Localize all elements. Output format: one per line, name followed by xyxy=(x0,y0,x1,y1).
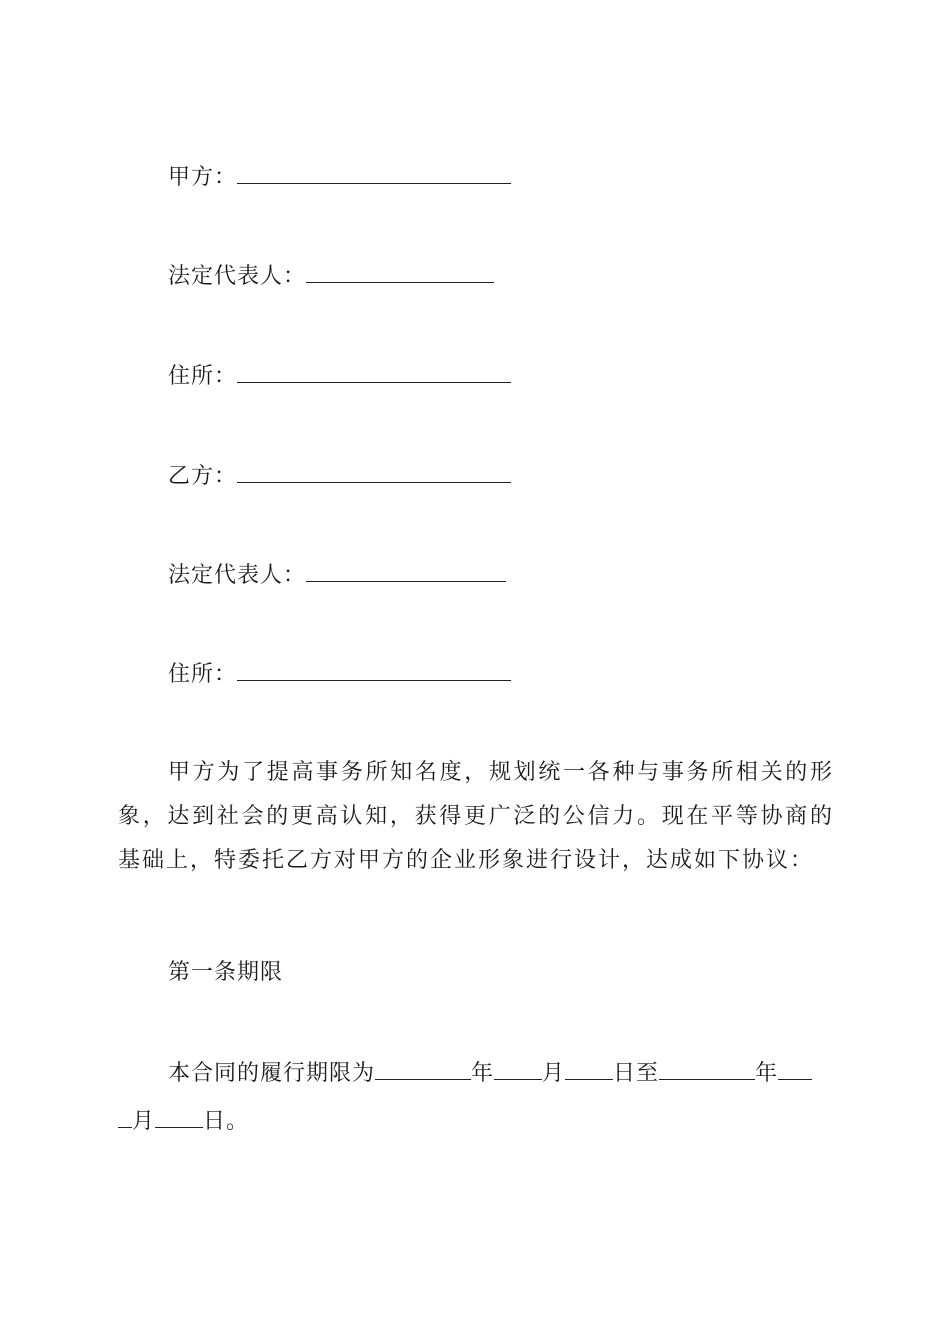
party-a-label: 甲方： xyxy=(168,165,238,190)
end-year-label: 年 xyxy=(755,1061,779,1086)
party-b-rep-line xyxy=(168,561,506,591)
end-day-blank[interactable] xyxy=(155,1107,203,1128)
party-b-address-label: 住所： xyxy=(168,662,238,687)
start-year-label: 年 xyxy=(471,1061,495,1086)
party-a-line xyxy=(168,163,511,193)
party-a-address-label: 住所： xyxy=(168,364,238,389)
end-month-blank-b[interactable] xyxy=(118,1107,132,1128)
party-b-address-blank[interactable] xyxy=(237,660,511,681)
start-day-blank[interactable] xyxy=(565,1059,613,1080)
end-year-blank[interactable] xyxy=(659,1059,755,1080)
end-month-label: 月 xyxy=(132,1109,156,1134)
start-month-label: 月 xyxy=(542,1061,566,1086)
party-a-address-blank[interactable] xyxy=(237,362,511,383)
start-year-blank[interactable] xyxy=(375,1059,471,1080)
end-day-label: 日。 xyxy=(203,1109,250,1134)
party-a-rep-label: 法定代表人： xyxy=(168,264,307,289)
end-month-blank-a[interactable] xyxy=(778,1059,812,1080)
party-a-rep-line xyxy=(168,262,494,292)
party-b-label: 乙方： xyxy=(168,464,238,489)
intro-paragraph: 甲方为了提高事务所知名度，规划统一各种与事务所相关的形象，达到社会的更高认知，获得更广泛的公信力。现在平等协商的基础上，特委托乙方对甲方的企业形象进行设计，达成如下协议： xyxy=(118,760,834,873)
party-a-blank[interactable] xyxy=(237,163,511,184)
article-1-title: 第一条期限 xyxy=(168,960,284,985)
party-b-rep-blank[interactable] xyxy=(306,561,506,582)
start-month-blank[interactable] xyxy=(494,1059,542,1080)
party-b-rep-label: 法定代表人： xyxy=(168,563,307,588)
article-1-text xyxy=(118,1050,834,1146)
term-prefix: 本合同的履行期限为 xyxy=(168,1061,376,1086)
party-b-address-line xyxy=(168,660,511,690)
party-b-blank[interactable] xyxy=(237,462,511,483)
party-b-line xyxy=(168,462,511,492)
party-a-rep-blank[interactable] xyxy=(306,262,494,283)
start-day-label: 日至 xyxy=(613,1061,660,1086)
party-a-address-line xyxy=(168,362,511,392)
